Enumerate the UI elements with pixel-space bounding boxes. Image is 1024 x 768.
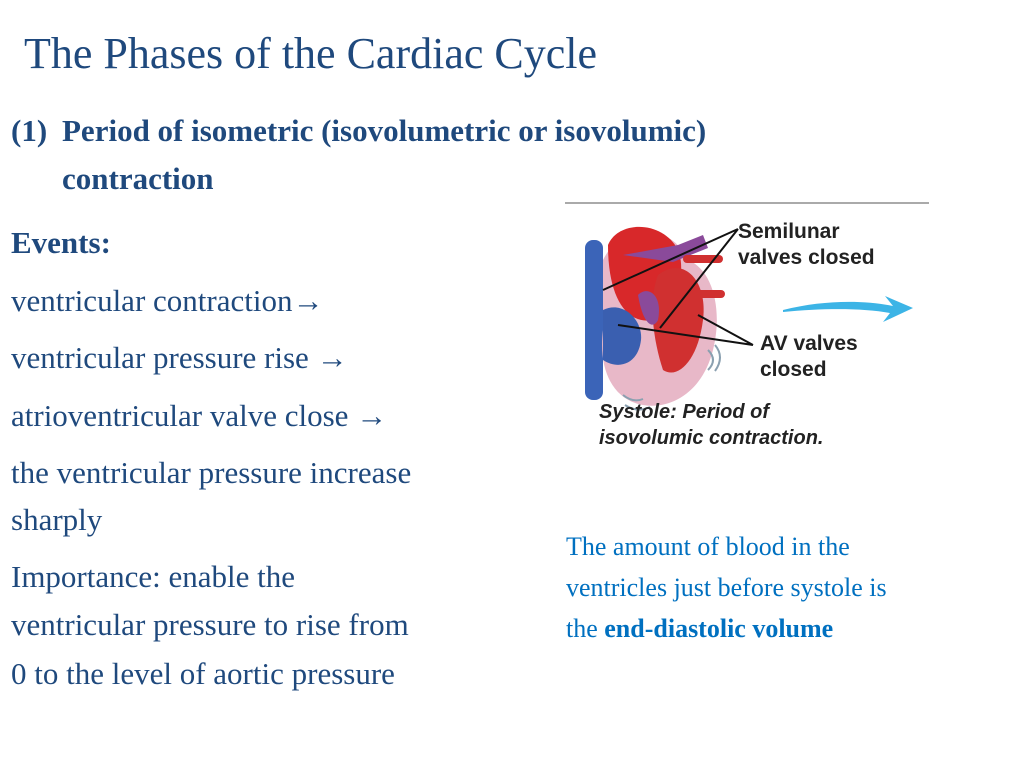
event-item: sharply: [11, 502, 103, 537]
event-item: ventricular pressure rise →: [11, 340, 348, 375]
heading-line-2: contraction: [62, 161, 214, 196]
figure-caption-1: Systole: Period of: [599, 401, 770, 423]
importance-line: Importance: enable the: [11, 559, 296, 594]
event-item: ventricular contraction→: [11, 283, 324, 318]
label-av-1: AV valves: [760, 332, 858, 355]
caption-prefix: the: [566, 614, 605, 643]
caption-term: end-diastolic volume: [604, 614, 834, 643]
events-label: Events:: [11, 225, 111, 260]
figure-caption-2: isovolumic contraction.: [599, 427, 824, 449]
caption-line-2: ventricles just before systole is: [566, 573, 887, 602]
caption-line-3: [566, 614, 833, 644]
heart-diagram: [563, 200, 933, 458]
label-av-2: closed: [760, 358, 827, 381]
event-item: the ventricular pressure increase: [11, 455, 412, 490]
label-semilunar-2: valves closed: [738, 246, 875, 269]
heading-number: (1): [11, 113, 48, 148]
caption-line-1: The amount of blood in the: [566, 532, 850, 561]
slide-title: The Phases of the Cardiac Cycle: [24, 29, 598, 78]
importance-line: ventricular pressure to rise from: [11, 607, 409, 642]
importance-line: 0 to the level of aortic pressure: [11, 656, 395, 691]
label-semilunar-1: Semilunar: [738, 220, 840, 243]
event-item: atrioventricular valve close →: [11, 398, 388, 433]
heading-line-1: Period of isometric (isovolumetric or isovolumic): [62, 113, 707, 148]
arrow-right-icon: [783, 296, 913, 322]
